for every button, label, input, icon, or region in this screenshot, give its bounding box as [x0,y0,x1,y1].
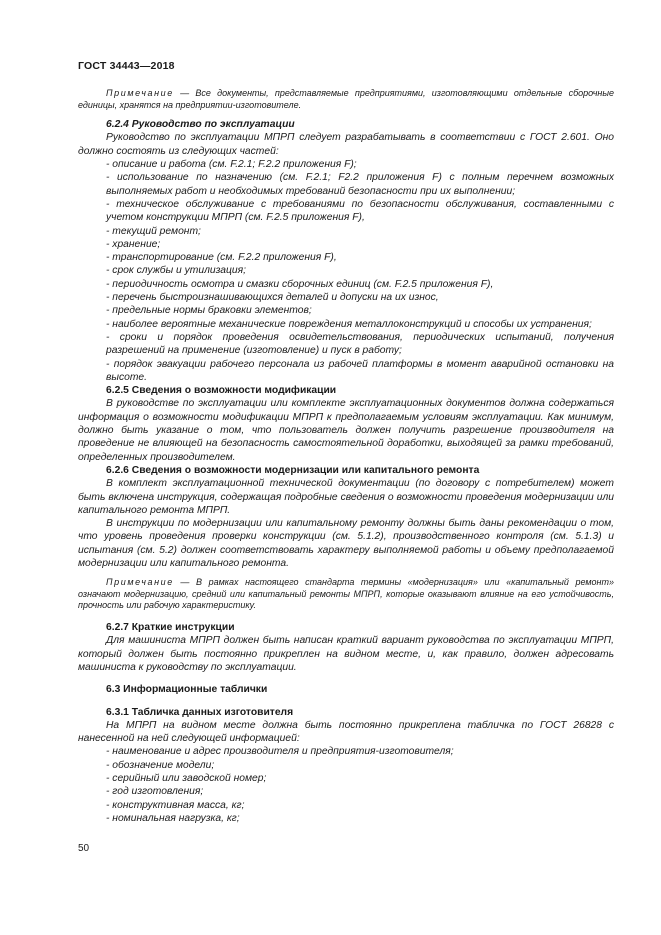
list-item: - серийный или заводской номер; [106,773,267,785]
paragraph: В инструкции по модернизации или капитальному ремонту должны быть даны рекомендации о том, что уровень проведения проверки конструкции (см. 5.1.2), производственного контроля (см. 5.1.3) и испытания (см. 5.2) должен соответствовать характеру выполняемой работы и объему предполагаемой модернизации или капитального ремонта. [78,518,614,569]
list-item: - год изготовления; [106,786,204,798]
list-item: - обозначение модели; [106,759,215,771]
list-item: - наиболее вероятные механические повреждения металлоконструкций и способы их устранения; [106,318,592,330]
heading-6-2-6: 6.2.6 Сведения о возможности модернизации или капитального ремонта [106,464,480,476]
list-item: - перечень быстроизнашивающихся деталей и допуски на их износ, [106,292,439,304]
list-item: - транспортирование (см. F.2.2 приложения F), [106,252,337,264]
note-text: — Все документы, представляемые предприятиями, изготовляющими отдельные сборочные единицы, хранятся на предприятии-изготовителе. [78,88,614,110]
list-item: - техническое обслуживание с требованиями по безопасности обслуживания, составленными с учетом конструкции МПРП (см. F.2.5 приложения F), [106,198,614,224]
document-body [78,88,614,825]
paragraph: Руководство по эксплуатации МПРП следует разрабатывать в соответствии с ГОСТ 2.601. Оно должно состоять из следующих частей: [78,132,614,157]
list-item: - периодичность осмотра и смазки сборочных единиц (см. F.2.5 приложения F), [106,278,494,290]
list-item: - использование по назначению (см. F.2.1; F2.2 приложения F) с полным перечнем возможных выполняемых работ и необходимых требований безопасности при их выполнении; [106,172,614,197]
list-item: - номинальная нагрузка, кг; [106,812,240,824]
note-text: — В рамках настоящего стандарта термины «модернизация» или «капитальный ремонт» означают модернизацию, средний или капитальный ремонты МПРП, которые оказывают влияние на его устойчивость, прочность или рабочую характеристику. [78,577,614,611]
standard-header: ГОСТ 34443—2018 [78,60,175,72]
note-2 [78,577,614,612]
paragraph: На МПРП на видном месте должна быть постоянно прикреплена табличка по ГОСТ 26828 с нанесенной на ней следующей информацией: [78,719,614,745]
heading-6-3-1: 6.3.1 Табличка данных изготовителя [106,706,294,718]
list-item: - порядок эвакуации рабочего персонала из рабочей платформы в момент аварийной остановки на высоте. [106,358,614,383]
heading-6-2-7: 6.2.7 Краткие инструкции [106,622,235,634]
list-item: - срок службы и утилизация; [106,265,246,277]
paragraph: В руководстве по эксплуатации или комплекте эксплуатационных документов должна содержаться информация о возможности модификации МПРП к предполагаемым условиям эксплуатации. Как минимум, должно быть указание о том, что пользователь должен получить разрешение производителя на проведение не влияющей на безопасность самостоятельной доработки, выходящей за рамки требований, определенных производителем. [78,398,614,463]
heading-6-2-4: 6.2.4 Руководство по эксплуатации [106,119,295,131]
list-item: - хранение; [106,238,161,250]
list-item: - предельные нормы браковки элементов; [106,305,312,317]
heading-6-3: 6.3 Информационные таблички [106,684,268,696]
list-item: - конструктивная масса, кг; [106,799,245,811]
paragraph: Для машиниста МПРП должен быть написан краткий вариант руководства по эксплуатации МПРП, который должен быть постоянно прикреплен на видном месте, и, как правило, должен адресовать машиниста к руководству по эксплуатации. [78,635,614,673]
list-item: - наименование и адрес производителя и предприятия-изготовителя; [106,746,454,758]
list-item: - описание и работа (см. F.2.1; F.2.2 приложения F); [106,159,357,171]
note-1 [78,88,614,111]
list-item: - текущий ремонт; [106,225,201,237]
paragraph: В комплект эксплуатационной технической документации (по договору с потребителем) может быть включена инструкция, содержащая подробные сведения о возможности проведения модернизации или капитального ремонта МПРП. [78,478,614,516]
note-label: Примечание [106,88,174,98]
list-item: - сроки и порядок проведения освидетельствования, периодических испытаний, получения разрешений на применение (изготовление) и пуск в работу; [106,331,614,357]
heading-6-2-5: 6.2.5 Сведения о возможности модификации [106,385,337,397]
page-number: 50 [78,843,90,854]
note-label: Примечание [106,577,174,588]
